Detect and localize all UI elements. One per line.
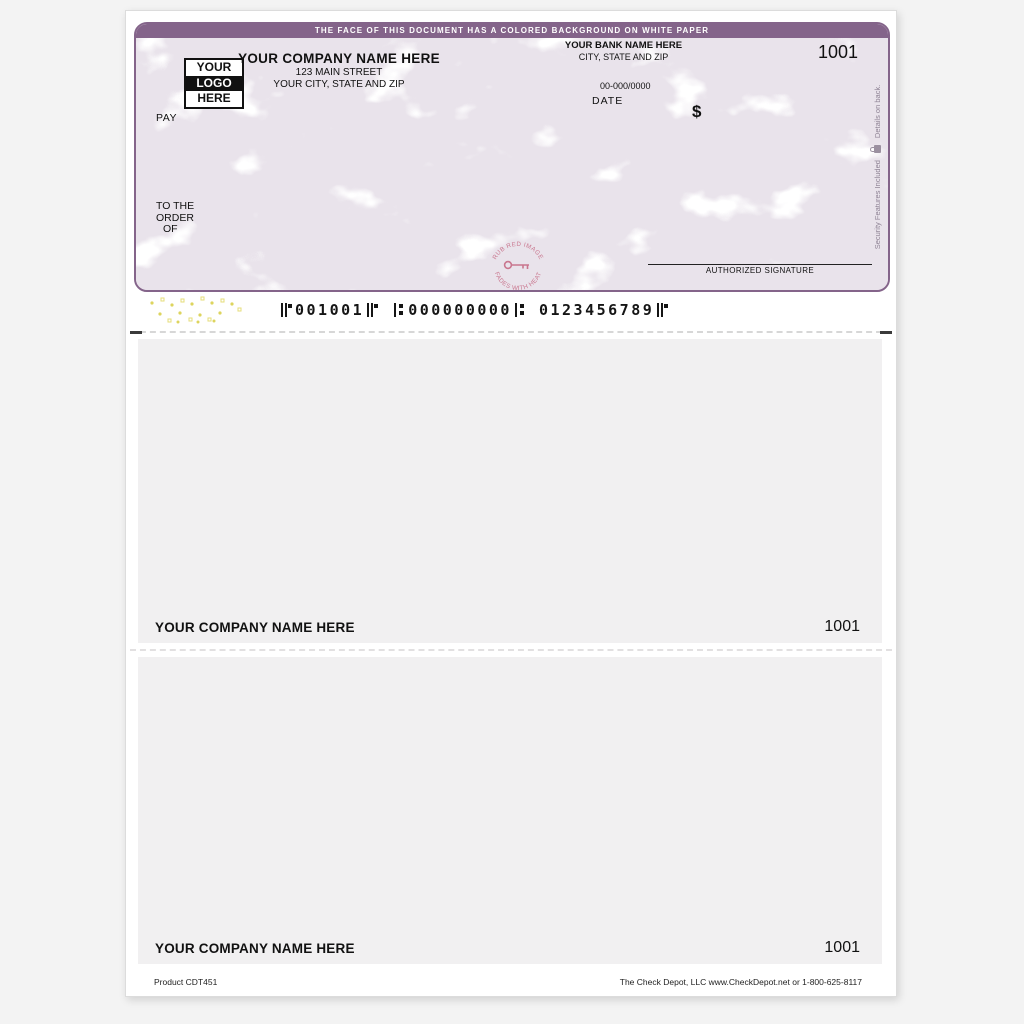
payer-company-block bbox=[224, 51, 454, 90]
seal-top-text: RUB RED IMAGE bbox=[491, 240, 545, 261]
routing-fraction: 00-000/0000 bbox=[600, 81, 651, 91]
lock-icon bbox=[874, 145, 881, 153]
signature-line bbox=[648, 264, 872, 275]
to-the-order-of-label: TO THE ORDER OF bbox=[156, 200, 195, 235]
product-code: Product CDT451 bbox=[154, 977, 218, 987]
colored-background-banner: THE FACE OF THIS DOCUMENT HAS A COLORED BACKGROUND ON WHITE PAPER bbox=[136, 24, 888, 38]
check-stub bbox=[138, 339, 882, 643]
key-icon bbox=[505, 262, 529, 269]
logo-line: HERE bbox=[197, 91, 231, 106]
check-sheet-page bbox=[125, 10, 897, 997]
check-stub bbox=[138, 657, 882, 964]
sheet-footer bbox=[154, 977, 862, 987]
micr-onus-symbol bbox=[657, 303, 668, 317]
details-on-back-label: Details on back. bbox=[872, 84, 882, 139]
check-face bbox=[134, 22, 890, 292]
payer-company-name: YOUR COMPANY NAME HERE bbox=[238, 51, 440, 66]
micr-transit-symbol bbox=[394, 303, 405, 317]
seal-bottom-text: FADES WITH HEAT bbox=[492, 271, 544, 292]
payer-city-state-zip: YOUR CITY, STATE AND ZIP bbox=[273, 79, 405, 90]
payer-street: 123 MAIN STREET bbox=[295, 67, 383, 78]
dollar-sign: $ bbox=[692, 102, 702, 121]
micr-onus-symbol bbox=[281, 303, 292, 317]
logo-line: LOGO bbox=[186, 76, 242, 92]
micr-routing-number: 000000000 bbox=[408, 301, 512, 319]
micr-check-number: 001001 bbox=[295, 301, 365, 319]
perforation-tick bbox=[880, 331, 892, 334]
security-features-label: Security Features Included bbox=[872, 160, 882, 250]
svg-text:FADES WITH HEAT bbox=[493, 271, 543, 292]
date-label: DATE bbox=[592, 95, 624, 107]
perforation-line bbox=[130, 649, 892, 651]
bank-block bbox=[536, 40, 711, 62]
bank-city-state-zip: CITY, STATE AND ZIP bbox=[578, 52, 669, 62]
svg-text:RUB RED IMAGE bbox=[491, 241, 544, 261]
authorized-signature-label: AUTHORIZED SIGNATURE bbox=[705, 266, 815, 275]
micr-transit-symbol bbox=[515, 303, 526, 317]
security-side-text bbox=[871, 42, 883, 292]
bank-name: YOUR BANK NAME HERE bbox=[564, 40, 683, 51]
stub-check-number: 1001 bbox=[824, 939, 860, 956]
pay-label: PAY bbox=[156, 112, 177, 124]
perforation-line bbox=[130, 331, 892, 333]
micr-onus-symbol bbox=[367, 303, 378, 317]
check-number: 1001 bbox=[817, 42, 858, 62]
stub-company-name: YOUR COMPANY NAME HERE bbox=[155, 941, 355, 956]
perforation-tick bbox=[130, 331, 142, 334]
micr-account-number: 0123456789 bbox=[538, 301, 655, 319]
heat-sensitive-seal bbox=[488, 238, 548, 292]
stub-check-number: 1001 bbox=[824, 618, 860, 635]
micr-line bbox=[278, 301, 671, 319]
vendor-contact: The Check Depot, LLC www.CheckDepot.net or 1-800-625-8117 bbox=[619, 977, 862, 987]
stub-company-name: YOUR COMPANY NAME HERE bbox=[155, 620, 355, 635]
security-dust-icon bbox=[148, 294, 256, 326]
logo-line: YOUR bbox=[196, 60, 232, 74]
